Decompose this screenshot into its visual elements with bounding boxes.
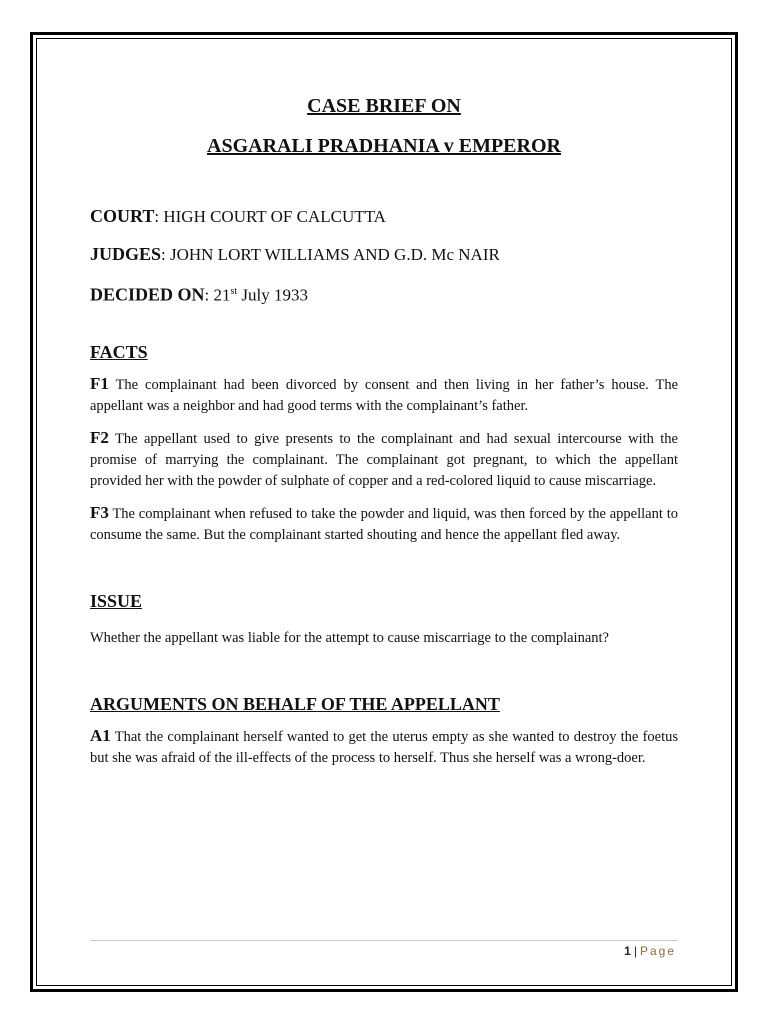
argument-a1 [90,725,678,769]
fact-f3 [90,502,678,546]
fact-f1 [90,373,678,417]
issue-text: Whether the appellant was liable for the attempt to cause miscarriage to the complainant? [90,629,609,646]
court-line [90,205,678,228]
decided-suffix: July 1933 [237,285,309,305]
court-value: : HIGH COURT OF CALCUTTA [154,207,386,226]
issue-heading: ISSUE [90,590,143,611]
fact-label: F1 [90,373,109,393]
argument-text: That the complainant herself wanted to get the uterus empty as she wanted to destroy the foetus but she was afraid of the ill-effects of the process to herself. Thus she herself was a wrong-doer. [90,728,678,766]
fact-text: The complainant when refused to take the powder and liquid, was then forced by the appellant to consume the same. But the complainant started shouting and hence the appellant fled away. [90,505,678,543]
page-word: Page [639,944,676,958]
facts-heading: FACTS [90,341,148,362]
footer-separator: | [633,944,637,958]
page-footer [624,944,676,958]
decided-ordinal: st [230,286,238,297]
judges-value: : JOHN LORT WILLIAMS AND G.D. Mc NAIR [161,245,500,264]
title-line-2: ASGARALI PRADHANIA v EMPEROR [207,135,561,157]
fact-text: The appellant used to give presents to the complainant and had sexual intercourse with the promise of marrying the complainant. The complainant got pregnant, to which the appellant provided her with the powder of sulphate of copper and a red-colored liquid to cause miscarriage. [90,430,678,489]
decided-prefix: : 21 [204,285,231,305]
fact-label: F3 [90,502,109,522]
document-body [90,94,678,769]
argument-label: A1 [90,725,111,745]
fact-label: F2 [90,427,109,447]
case-meta [90,205,678,307]
fact-f2 [90,427,678,492]
judges-label: JUDGES [90,244,162,264]
page-number: 1 [624,944,631,958]
arguments-heading: ARGUMENTS ON BEHALF OF THE APPELLANT [90,693,500,714]
judges-line [90,243,678,266]
court-label: COURT [90,206,155,226]
title-line-1: CASE BRIEF ON [307,95,461,117]
decided-label: DECIDED ON [90,284,205,305]
footer-rule [90,940,678,941]
decided-line [90,281,678,307]
fact-text: The complainant had been divorced by consent and then living in her father’s house. The appellant was a neighbor and had good terms with the complainant’s father. [90,376,678,414]
